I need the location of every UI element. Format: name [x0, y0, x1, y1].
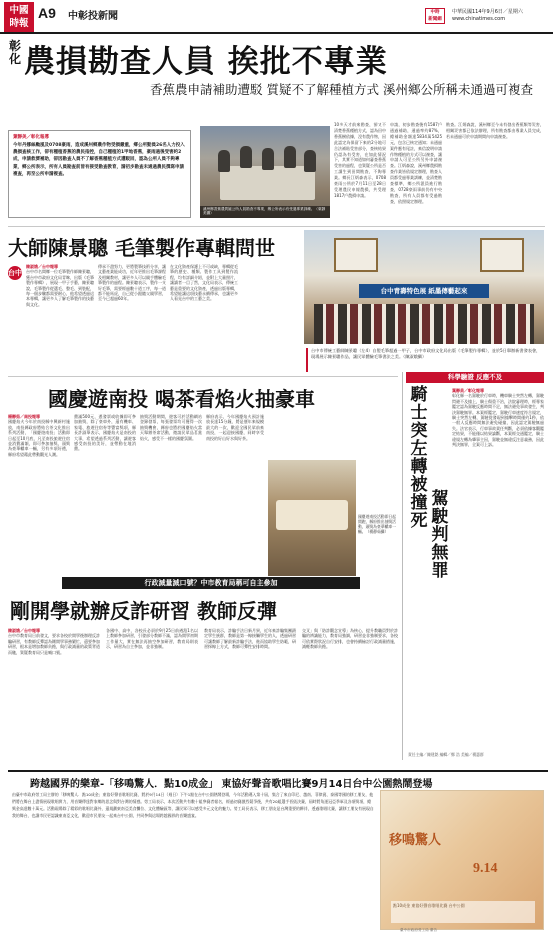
section-title: 中彰投新聞 — [68, 11, 118, 22]
masthead — [0, 0, 553, 34]
byline: 葉靜美／彰化報導 — [13, 135, 49, 140]
headline-kicker: 彰化 — [8, 39, 21, 66]
event-banner: 台中青壽特色展 紙墨傳藝起來 — [359, 284, 489, 298]
dateline: 中華民國114年9月6日／星期六 www.chinatimes.com — [452, 9, 523, 22]
ad-headline: 跨越國界的樂章-「移鳴驚人．點10成金」 東協好聲音歌唱比賽9月14日台中公園熱鬧登場 — [30, 779, 433, 790]
story5-body — [452, 388, 544, 748]
poster-title: 移鳴驚人 — [389, 833, 442, 848]
story4-col1 — [8, 628, 100, 764]
story1-col3: 申請，初步勘查後有1587戶通過補助，通過率約87%，總補助金額達5834萬5425元，包含已核定通知；未通過案件應有尾註，來信說明申請作物種植的方式可以複查，讓申請人可至公所另外申請複查。江炳森說，溪州鄉農損勘查作業皆依規定辦理，勘查人員都受過專業訓練，並清楚勘查標準，鄉公所派員進行勘查，0728豪雨事前仍有中央勘查，所有人員都有受過勘查，依照規定辦理。 — [390, 122, 442, 204]
story3-headline: 國慶遊南投 喝茶看焰火抽豪車 — [48, 387, 315, 411]
region-badge: 台中 — [8, 266, 22, 280]
byline: 葉靜美／彰化報導 — [452, 388, 484, 393]
column-divider — [402, 372, 403, 760]
byline: 楊靜茹／南投報導 — [8, 414, 40, 419]
editor-credits: 責任主編／陳建銘 編輯／鄭 浩 美編／楊惠群 — [408, 752, 484, 757]
newspaper-logo: 中國 時報 — [4, 2, 34, 32]
story4-col4: 交叉」與「防詐觀念宣導」為核心，提升教職員對於詐騙的辨識能力，教育局強調，研習並非強制要求，各校可依實際狀況自行安排，也會持續檢討行政減量措施，減輕教師負擔。 — [302, 628, 398, 650]
photo-frame — [480, 238, 524, 272]
photo-person — [304, 150, 316, 172]
poster-date: 9.14 — [473, 861, 498, 876]
photo-caption: 溪州鄉香蕉農質疑公所人員勘查不專業，鄉公所表示有受過專業訓練。（葉靜美攝） — [200, 206, 330, 218]
story3-photo-caption: 國慶遊南投活動即日起開跑，縣府推出抽獎活動，頭獎為豪華轎車一輛。（楊靜茹攝） — [358, 514, 396, 534]
story3-col3: 抽獎活動期間，遊客可於活動網站登錄發票，每張發票均可獲得一次抽獎機會，縣府也將於國慶焰火當天舉辦茶席活動，邀請民眾品茗賞焰火，感受不一樣的國慶氛圍。 — [140, 414, 202, 441]
page-number: A9 — [38, 5, 56, 21]
photo-crowd — [314, 304, 534, 344]
main-subhead: 香蕉農申請補助遭駁 質疑不了解種植方式 溪州鄉公所稱未通過可複查 — [150, 82, 533, 97]
photo-person — [240, 146, 252, 168]
photo-person — [262, 148, 274, 170]
story4-col2: 各國中、高中，各校長必須於9月25日前遴派1名以上教師參加研習，引發部分教師不滿，認為開學初期工作量大，實在無法再抽空參加研習，教育局則表示，研習為自主參加，並非強制。 — [106, 628, 198, 650]
lede-box — [8, 130, 191, 218]
story5-vertical-subhead: 駕駛判無罪 — [431, 489, 449, 581]
main-headline: 農損勘查人員 挨批不專業 — [24, 44, 388, 80]
story3-text-1: 國慶焰火今年於南投縣中興新村施放，南投縣政府將結合茶文化推出系列活動，「國慶遊南投」活動即日起至10月底，凡至南投旅遊住宿並消費滿額，即可參加抽獎，頭獎為豪華轎車一輛，另有多項好禮，縣府希望藉此帶動觀光人潮。 — [8, 419, 70, 457]
banana-farm-photo — [200, 126, 330, 218]
story2-col2: 傳承不盡努力，更將製筆技術分享，讓文藝產業能成功，近年更推出毛筆課程及相關教材，讓更多人可以親手體驗毛筆製作的過程。陳景聰表示，製作一支好毛筆，需要經過數十道工序，每一道都不能馬虎，自己從小跟隨父親學習，至今已超過60年。 — [98, 264, 166, 302]
byline: 陳淑娥／台中報導 — [8, 628, 40, 633]
story2-text-1: 台中市名間鄉一位毛筆製作師陳景聰，獲台中市政府文化局青睞，出版《毛筆製作專輯》，展現一甲子手藝，陳景聰說，毛筆製作從選毛、整毛、到裝配，每一個步驟都需要耐心，他希望透過這本專輯，讓更多人了解毛筆製作的技藝與文化。 — [26, 269, 94, 307]
poster-subtitle: 點10成金 東協好聲音歌唱比賽 台中公園 — [391, 901, 535, 923]
story2-headline: 大師陳景聰 毛筆製作專輯問世 — [8, 236, 275, 260]
story4-headline: 剛開學就辦反詐研習 教師反彈 — [10, 599, 277, 623]
byline: 陳淑娥／台中報導 — [26, 264, 58, 269]
guidelines-photo — [268, 460, 356, 576]
news-site-logo: 中時 新聞網 — [425, 8, 445, 24]
story5-label: 科學驗證 反應不及 — [406, 372, 544, 383]
calligraphy-event-photo — [304, 230, 544, 344]
story1-col4: 勘查。江炳森說，溪州鄉至今未有發出香蕉類等災害，相關災害都已依法辦理，所有勘查都由專業人員完成，若未通過可於申請期間內申請複查。 — [446, 122, 544, 139]
story4-text-1: 台中市教育局日前發文，要求各校於開學後辦理反詐騙研習，有教師反彈認為剛開學事務繁忙，還要參加研習，根本是增加教師負擔，與行政減量的政策背道而馳，質疑教育局只是喊口號。 — [8, 633, 100, 655]
ad-body-text: 由臺中市政府勞工局主辦的「移鳴驚人．點10成金」東協好聲音歌唱比賽，將於9月14日（週日）下午1點在台中公園熱鬧登場，今年活動邁入第十屆，集合了來自印尼、越南、菲律賓、泰國等國的移工朋友，他們將在舞台上盡情展現歌唱實力，用音樂傳達對家鄉的思念與對台灣的情感。勞工局表示，本次活動共有數十組參賽者報名，經過初賽激烈競爭後，共有20組選手晉級決賽，屆時將角逐冠亞季軍及各項獎項，總獎金高達數十萬元。活動現場除了精彩的歌唱比賽外，還規劃東南亞美食攤位、文化體驗區等，讓民眾可以感受多元文化的魅力。勞工局長表示，移工朋友是台灣重要的夥伴，透過歌唱比賽，讓移工朋友有展現自我的舞台，也讓市民更認識東南亞文化，歡迎市民朋友一起來台中公園，共同參與這場跨越國界的音樂盛宴。 — [12, 792, 374, 818]
photo-frame — [334, 238, 378, 272]
ad-poster — [380, 790, 544, 930]
lede-text: 今年丹娜絲颱風及0708豪雨，造成溪州鄉農作物受損嚴重，鄉公所動員26名人力投入農損查核工作，卻有種植香蕉的農民指控，自己種植的1甲地香蕉，豪雨過後受害約2成，申請救濟補助，卻因勘查人員不了解香蕉種植方式遭駁回，認為公所人員不夠專業，鄉公所表示，所有人員勘查前皆有接受勘查教育，請初步勘查未通過農民撰寫申請複查，再至公所申請複查。 — [13, 143, 185, 177]
ad-footer: 臺中市政府勞工局 廣告 — [400, 928, 438, 932]
story5-vertical-headline: 騎士突左轉被撞死 — [410, 385, 428, 531]
story4-kicker-bar: 行政減量減口號？中市教育局稱可自主參加 — [62, 577, 360, 589]
photo-person — [284, 146, 296, 168]
story1-col2: 10多天才前來勘查，卻又不清楚香蕉種植方式，認為田中香蕉樹依據，沒有農作物，因此認定為保留下來的2分地可合法補貼受害部分，查核結果仍認為有受害，在如此情況下，其實不知道如何審查香蕉受害的過程，也質疑公所是否工讀生到田間勘查，不夠專業。鄉長江炳森表示，0708豪雨公所於7月11日至28日受理農民申報農損，共受理1817戶農損申請。 — [334, 122, 386, 198]
story2-col3: 在文化資產保護上不可或缺，專輯從毛筆的歷史、種類、製作工具到製作流程，均有詳細介紹，並附上大量照片，讓讀者一目了然，文化局表示，傳統工藝是重要的文化資產，透過出版專輯，希望能讓這項技藝永續傳承，也讓更多人看見台中的工藝之美。 — [170, 264, 238, 302]
story2-photo-caption: 台中市傳統工藝師陳景聰（左4）自製毛筆超過一甲子，台中市政府文化局出版《毛筆製作專輯》，並於5日舉辦新書發表會，現場展示陳景聰作品，讓民眾體驗毛筆書法之美。（陳淑娥攝） — [306, 348, 544, 372]
story3-col4: 縣府表示，今年國慶焰火預計施放長達15分鐘，將是歷年來規模最大的一次，歡迎全國民眾前來南投，一起迎接國慶，同時享受南投的好山好水與好茶。 — [206, 414, 264, 441]
photo-table — [220, 166, 315, 200]
story2-col1 — [26, 264, 94, 366]
story3-col2: 費滿500元，憑發票或收據即可參加抽獎，除了豪車外，還有機車、家電、旅遊住宿券等豐富獎項，縣長許淑華表示，國慶焰火是南投的大事，希望透過系列活動，讓遊客感受南投的美好，並帶動在地消費。 — [74, 414, 136, 452]
story4-col3: 教育局表示，詐騙手法日新月異，近年來詐騙集團鎖定學生族群，教師是第一線接觸學生的人，透過研習可讓教師了解最新詐騙手法，進而協助學生防範，研習採線上方式，教師可彈性安排時間。 — [204, 628, 296, 650]
photo-table — [276, 500, 348, 530]
story5-text: 彰化縣一名駕駛於行車時，機車騎士突然左轉，駕駛閃避不及撞上，騎士傷重不治，法院審理時，經專家鑑定認為駕駛反應時間不足，無法避免事故發生，判決駕駛無罪。本案經鑑定，駕駛行車速度符合規定，騎士突然左轉，駕駛從發現到撞擊時間僅約1秒，依一般人反應時間無法避免碰撞，因此認定駕駛無過失。法官表示，行車事故責任判斷，必須依據客觀鑑定結果，不能僅以結果論斷，本案經交通鑑定，騎士違規左轉為肇事主因，駕駛並無違反注意義務，因此判決無罪，全案可上訴。 — [452, 393, 544, 448]
photo-person — [218, 150, 230, 172]
story3-col1 — [8, 414, 70, 574]
